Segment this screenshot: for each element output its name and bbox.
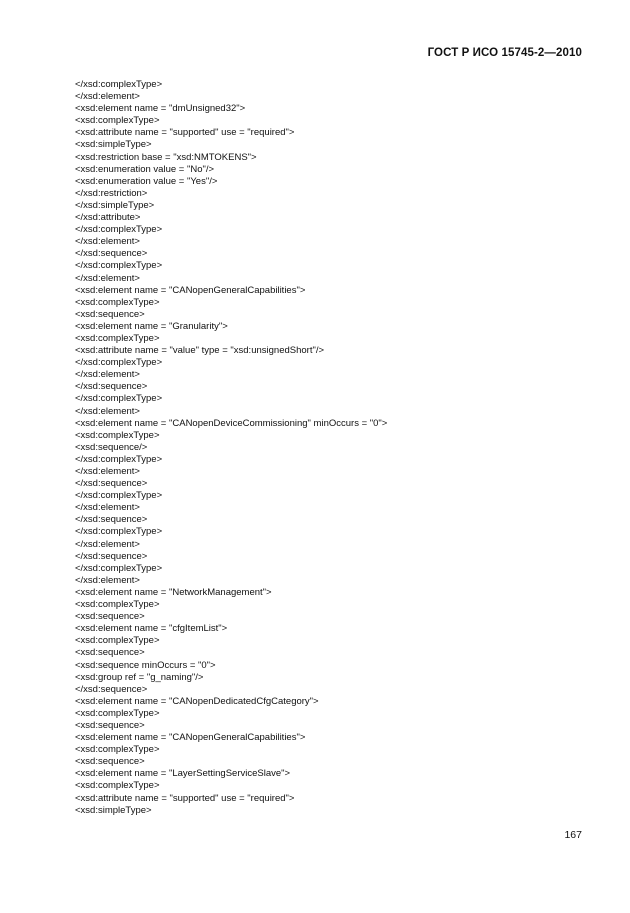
code-line: <xsd:sequence/>	[75, 441, 148, 453]
standard-header: ГОСТ Р ИСО 15745-2—2010	[427, 47, 582, 59]
code-line: </xsd:complexType>	[75, 79, 163, 90]
code-line: </xsd:complexType>	[75, 490, 163, 502]
code-line: <xsd:enumeration value = "Yes"/>	[75, 175, 218, 187]
code-line: <xsd:complexType>	[75, 115, 160, 127]
code-line: </xsd:element>	[75, 272, 140, 284]
code-line: <xsd:element name = "dmUnsigned32">	[75, 103, 246, 115]
code-line: <xsd:restriction base = "xsd:NMTOKENS">	[75, 151, 257, 163]
code-line: <xsd:attribute name = "supported" use = "required">	[75, 127, 295, 139]
code-line: <xsd:element name = "cfgItemList">	[75, 623, 228, 635]
code-line: <xsd:sequence>	[75, 756, 145, 768]
code-line: </xsd:complexType>	[75, 562, 163, 574]
code-line: <xsd:element name = "CANopenGeneralCapabilities">	[75, 284, 306, 296]
code-line: <xsd:complexType>	[75, 429, 160, 441]
code-line: </xsd:sequence>	[75, 550, 148, 562]
code-line: <xsd:sequence minOccurs = "0">	[75, 659, 216, 671]
code-line: </xsd:sequence>	[75, 514, 148, 526]
code-line: <xsd:sequence>	[75, 308, 145, 320]
code-line: <xsd:complexType>	[75, 332, 160, 344]
page-number: 167	[564, 829, 582, 841]
code-line: <xsd:complexType>	[75, 780, 160, 792]
code-line: </xsd:restriction>	[75, 187, 148, 199]
code-line: <xsd:sequence>	[75, 647, 145, 659]
code-line: </xsd:complexType>	[75, 453, 163, 465]
code-line: </xsd:complexType>	[75, 526, 163, 538]
code-line: </xsd:sequence>	[75, 381, 148, 393]
code-line: </xsd:sequence>	[75, 478, 148, 490]
code-line: </xsd:element>	[75, 538, 140, 550]
code-line: </xsd:element>	[75, 236, 140, 248]
code-line: </xsd:element>	[75, 91, 140, 103]
code-line: <xsd:complexType>	[75, 635, 160, 647]
code-line: </xsd:element>	[75, 466, 140, 477]
code-line: </xsd:sequence>	[75, 683, 148, 695]
code-line: </xsd:element>	[75, 369, 140, 381]
code-line: <xsd:simpleType>	[75, 139, 152, 151]
code-line: </xsd:complexType>	[75, 357, 163, 369]
code-line: <xsd:group ref = "g_naming"/>	[75, 671, 204, 683]
code-line: <xsd:element name = "CANopenGeneralCapabilities">	[75, 732, 306, 744]
code-line: <xsd:element name = "CANopenDedicatedCfgCategory">	[75, 695, 319, 707]
xsd-code-listing	[75, 79, 387, 817]
code-line: </xsd:complexType>	[75, 393, 163, 405]
code-line: </xsd:complexType>	[75, 224, 163, 236]
code-line: </xsd:element>	[75, 405, 140, 417]
code-line: <xsd:sequence>	[75, 719, 145, 731]
code-line: </xsd:sequence>	[75, 248, 148, 260]
code-line: </xsd:element>	[75, 574, 140, 586]
code-line: <xsd:element name = "Granularity">	[75, 320, 228, 332]
code-line: <xsd:complexType>	[75, 744, 160, 756]
code-line: </xsd:complexType>	[75, 260, 163, 272]
code-line: <xsd:element name = "NetworkManagement">	[75, 586, 272, 598]
code-line: <xsd:complexType>	[75, 296, 160, 308]
code-line: </xsd:attribute>	[75, 212, 141, 224]
code-line: </xsd:element>	[75, 502, 140, 514]
code-line: <xsd:attribute name = "supported" use = "required">	[75, 792, 295, 804]
code-line: <xsd:sequence>	[75, 611, 145, 623]
code-line: <xsd:attribute name = "value" type = "xsd:unsignedShort"/>	[75, 345, 325, 357]
code-line: <xsd:element name = "LayerSettingServiceSlave">	[75, 768, 291, 780]
code-line: <xsd:simpleType>	[75, 804, 152, 816]
code-line: <xsd:element name = "CANopenDeviceCommissioning" minOccurs = "0">	[75, 417, 388, 429]
code-line: </xsd:simpleType>	[75, 199, 155, 211]
code-line: <xsd:complexType>	[75, 599, 160, 611]
code-line: <xsd:complexType>	[75, 707, 160, 719]
code-line: <xsd:enumeration value = "No"/>	[75, 163, 215, 175]
